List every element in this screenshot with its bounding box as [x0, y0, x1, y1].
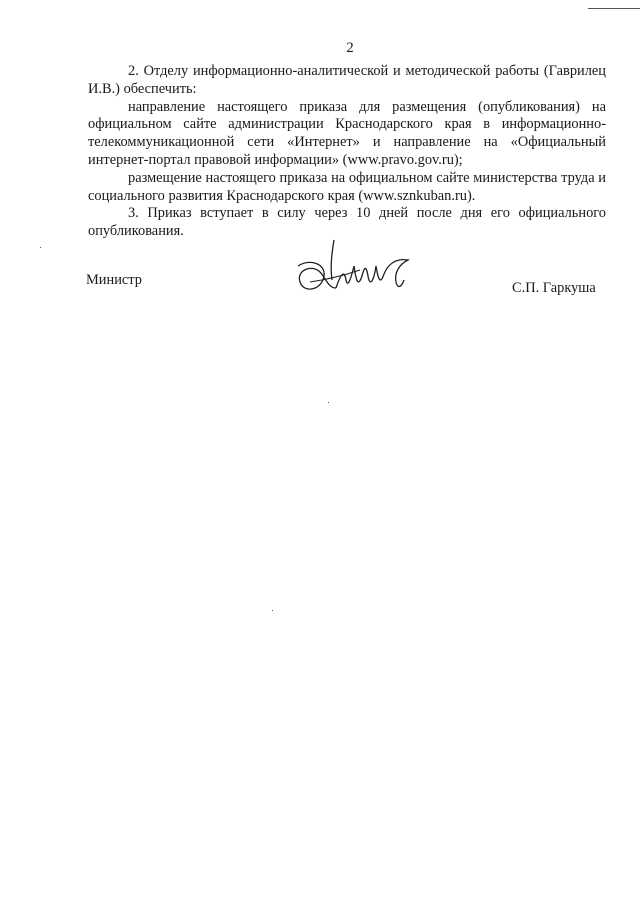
page-number: 2: [346, 40, 354, 56]
paragraph-ministry-site: размещение настоящего приказа на официальном сайте министерства труда и социального развития Краснодарского края (www.sznkuban.ru).: [88, 169, 606, 204]
paragraph-item-2: 2. Отделу информационно-аналитической и методической работы (Гаврилец И.В.) обеспечить:: [88, 63, 606, 97]
signatory-name: С.П. Гаркуша: [512, 280, 596, 296]
handwritten-signature-icon: [290, 236, 420, 306]
scan-artifact: [272, 610, 273, 611]
paragraph-item-3: 3. Приказ вступает в силу через 10 дней после дня его официального опубликования.: [88, 205, 606, 240]
scan-artifact: [328, 402, 329, 403]
signatory-position: Министр: [86, 272, 142, 288]
scan-artifact: [40, 247, 41, 248]
scan-artifact: [588, 8, 640, 9]
paragraph-official-site: направление настоящего приказа для размещения (опубликования) на официальном сайте администрации Краснодарского края в информационно-телекоммуникационной сети «Интернет» и направление на «Официальный интернет-портал правовой информации» (www.pravo.gov.ru);: [88, 98, 606, 168]
